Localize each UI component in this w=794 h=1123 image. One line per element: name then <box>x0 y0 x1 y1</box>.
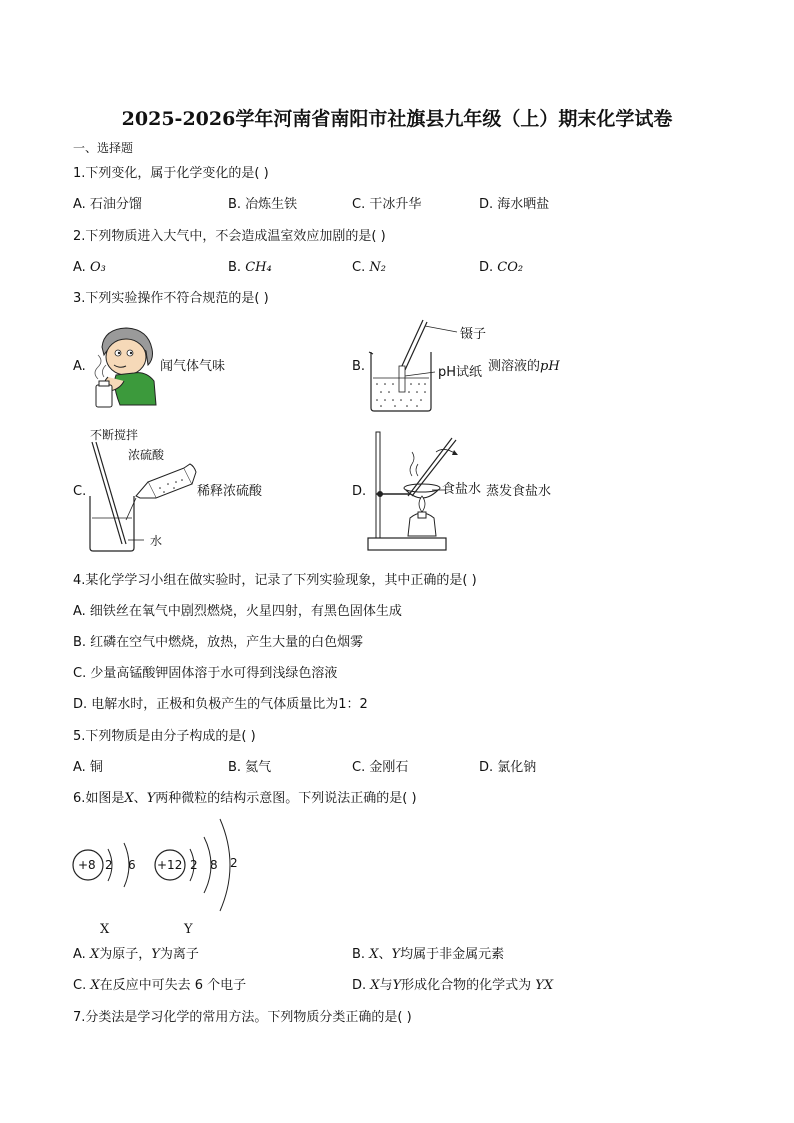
q6-b-part: B. <box>352 947 370 962</box>
question-7-stem: 7.分类法是学习化学的常用方法。下列物质分类正确的是( ) <box>73 1010 412 1025</box>
q3-b-tweezers-label: 镊子 <box>460 327 487 342</box>
section-heading: 一、选择题 <box>73 141 134 155</box>
q6-option-c <box>73 978 246 994</box>
q3-c-stir-label: 不断搅拌 <box>90 428 139 442</box>
q1-option-c: C. 干冰升华 <box>352 197 422 212</box>
q2-option-a-formula: O₃ <box>89 260 106 275</box>
q2-option-d <box>479 260 523 276</box>
y-shell-1-electrons: 2 <box>190 858 198 872</box>
q6-d-part: 形成化合物的化学式为 <box>401 978 536 993</box>
q6-a-part: X <box>89 947 100 962</box>
q3-option-b-letter: B. <box>352 359 366 374</box>
q1-option-b: B. 冶炼生铁 <box>228 197 298 212</box>
q6-stem-post: 两种微粒的结构示意图。下列说法正确的是( ) <box>155 791 417 806</box>
q3-b-caption-ph: pH <box>540 359 560 374</box>
q3-option-b-caption <box>488 359 560 375</box>
q6-option-a <box>73 947 199 963</box>
q6-b-part: 、 <box>378 947 392 962</box>
y-nucleus-charge: +12 <box>157 858 183 872</box>
q6-c-part: X <box>90 978 100 993</box>
q6-a-part: Y <box>151 947 160 962</box>
x-nucleus-charge: +8 <box>78 858 96 872</box>
question-3-stem: 3.下列实验操作不符合规范的是( ) <box>73 291 269 306</box>
q3-b-ph-paper-label: pH试纸 <box>438 365 483 380</box>
q6-d-part: 与 <box>379 978 393 993</box>
q3-c-acid-label: 浓硫酸 <box>128 448 165 462</box>
q5-option-b: B. 氦气 <box>228 760 272 775</box>
q2-option-c-letter: C. <box>352 260 366 275</box>
q4-option-d: D. 电解水时，正极和负极产生的气体质量比为1：2 <box>73 697 368 712</box>
question-5-stem: 5.下列物质是由分子构成的是( ) <box>73 729 256 744</box>
q6-d-part: YX <box>535 978 554 993</box>
q2-option-d-formula: CO₂ <box>497 260 524 275</box>
q3-option-c-caption: 稀释浓硫酸 <box>197 484 263 499</box>
q6-c-part: 在反应中可失去 6 个电子 <box>99 978 247 993</box>
q4-option-b: B. 红磷在空气中燃烧，放热，产生大量的白色烟雾 <box>73 635 364 650</box>
q2-option-d-letter: D. <box>479 260 494 275</box>
q1-option-a: A. 石油分馏 <box>73 197 142 212</box>
q3-d-brine-label: 食盐水 <box>442 482 482 497</box>
q4-option-a: A. 细铁丝在氧气中剧烈燃烧，火星四射，有黑色固体生成 <box>73 604 402 619</box>
q6-b-part: Y <box>391 947 401 962</box>
q3-option-d-caption: 蒸发食盐水 <box>486 484 552 499</box>
q2-option-b <box>228 260 272 276</box>
q3-option-d-letter: D. <box>352 484 367 499</box>
y-shell-3-electrons: 2 <box>230 856 238 870</box>
q6-option-b <box>352 947 504 963</box>
q5-option-d: D. 氯化钠 <box>479 760 537 775</box>
q2-option-c-formula: N₂ <box>369 260 386 275</box>
q6-a-part: A. <box>73 947 90 962</box>
page-title: 2025-2026学年河南省南阳市社旗县九年级（上）期末化学试卷 <box>121 108 673 130</box>
y-particle-label: Y <box>184 922 193 937</box>
q2-option-c <box>352 260 386 276</box>
question-2-stem: 2.下列物质进入大气中，不会造成温室效应加剧的是( ) <box>73 229 386 244</box>
q6-c-part: C. <box>73 978 91 993</box>
question-6-stem <box>73 791 417 807</box>
dilute-acid-illustration <box>88 440 203 555</box>
q4-option-c: C. 少量高锰酸钾固体溶于水可得到浅绿色溶液 <box>73 666 338 681</box>
q6-b-part: 均属于非金属元素 <box>400 947 505 962</box>
question-4-stem: 4.某化学学习小组在做实验时，记录了下列实验现象，其中正确的是( ) <box>73 573 477 588</box>
q6-a-part: 为离子 <box>159 947 199 962</box>
q6-d-part: D. <box>352 978 371 993</box>
q2-option-b-formula: CH₄ <box>245 260 272 275</box>
x-particle-label: X <box>100 922 110 937</box>
q6-stem-y: Y <box>146 791 156 806</box>
x-shell-1-electrons: 2 <box>105 858 113 872</box>
q3-option-c-letter: C. <box>73 484 87 499</box>
q1-option-d: D. 海水晒盐 <box>479 197 550 212</box>
q2-option-b-letter: B. <box>228 260 242 275</box>
smell-gas-illustration <box>90 325 160 410</box>
q5-option-a: A. 铜 <box>73 760 103 775</box>
q3-option-a-letter: A. <box>73 359 86 374</box>
y-shell-2-electrons: 8 <box>210 858 218 872</box>
q6-stem-x: X <box>124 791 134 806</box>
q6-stem-sep: 、 <box>133 791 147 806</box>
q3-option-a-caption: 闻气体气味 <box>160 359 226 374</box>
q6-a-part: 为原子， <box>99 947 152 962</box>
ph-test-illustration <box>365 318 445 413</box>
q6-b-part: X <box>369 947 379 962</box>
x-shell-2-electrons: 6 <box>128 858 136 872</box>
q6-stem-pre: 6.如图是 <box>73 791 125 806</box>
q5-option-c: C. 金刚石 <box>352 760 409 775</box>
q6-d-part: Y <box>392 978 402 993</box>
q6-option-d <box>352 978 553 994</box>
q2-option-a-letter: A. <box>73 260 86 275</box>
q6-d-part: X <box>370 978 380 993</box>
question-1-stem: 1.下列变化，属于化学变化的是( ) <box>73 166 269 181</box>
q3-c-water-label: 水 <box>150 534 163 548</box>
q3-b-caption-text: 测溶液的 <box>488 359 541 374</box>
q2-option-a <box>73 260 106 276</box>
